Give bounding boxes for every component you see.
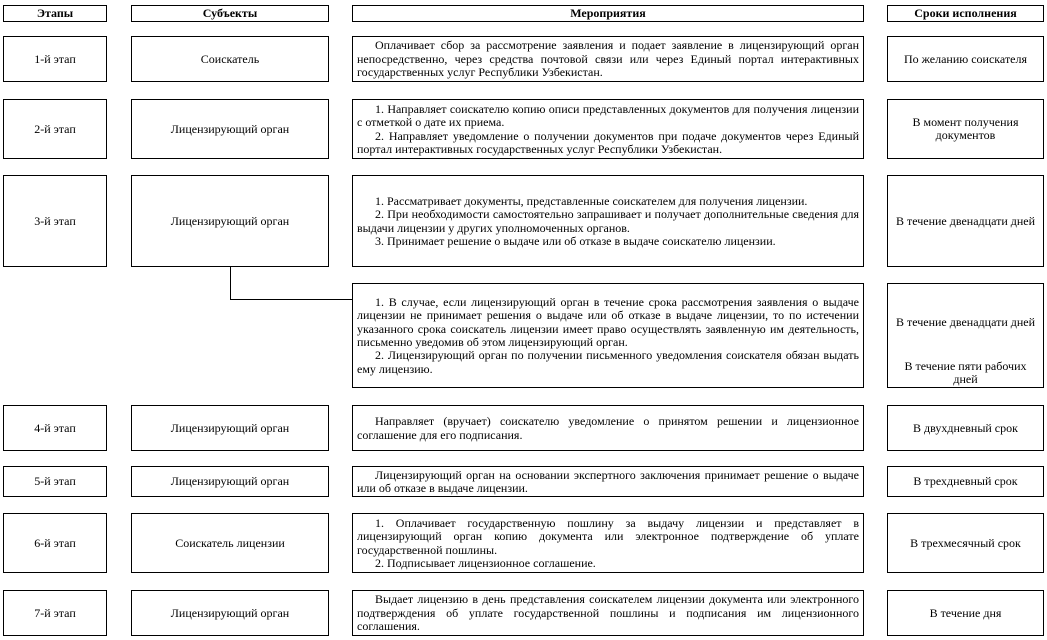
subject-cell: Лицензирующий орган: [131, 590, 329, 636]
connector-line-horizontal: [230, 299, 352, 300]
activity-text: 2. Подписывает лицензионное соглашение.: [375, 555, 596, 570]
subject-cell: Лицензирующий орган: [131, 466, 329, 497]
stage-cell: 5-й этап: [3, 466, 107, 497]
deadline-text: В течение пяти рабочих дней: [904, 359, 1027, 387]
activity-cell: [352, 36, 864, 82]
activity-text: 1. Направляет соискателю копию описи представленных документов для получения лицензии с отметкой о дате их приема.: [357, 101, 859, 130]
activity-cell: [352, 175, 864, 267]
deadline-text: В течение двенадцати дней: [895, 315, 1036, 329]
activity-cell: [352, 99, 864, 159]
activity-cell: [352, 513, 864, 573]
deadline-cell: В течение дня: [887, 590, 1044, 636]
stage-cell: 3-й этап: [3, 175, 107, 267]
deadline-cell: В момент получения документов: [887, 99, 1044, 159]
activity-cell: [352, 466, 864, 497]
deadline-cell: В двухдневный срок: [887, 405, 1044, 451]
activity-text: 1. В случае, если лицензирующий орган в течение срока рассмотрения заявления о выдаче лицензии не принимает решения о выдаче или об отказе в выдаче лицензии, то по истечении указанного срока соискатель лицензии имеет право осуществлять заявленную им деятельность, письменно уведомив об этом лицензирующий орган.: [357, 294, 859, 349]
activity-cell: [352, 283, 864, 388]
activity-text: 2. При необходимости самостоятельно запрашивает и получает дополнительные сведения для выдачи лицензии у других уполномоченных органов.: [357, 207, 859, 235]
header-activities: Мероприятия: [352, 5, 864, 22]
connector-line-vertical: [230, 267, 231, 300]
stage-cell: 1-й этап: [3, 36, 107, 82]
stage-cell: 7-й этап: [3, 590, 107, 636]
subject-cell: Соискатель лицензии: [131, 513, 329, 573]
stage-cell: 2-й этап: [3, 99, 107, 159]
subject-cell: Соискатель: [131, 36, 329, 82]
activity-cell: [352, 590, 864, 636]
stage-cell: 6-й этап: [3, 513, 107, 573]
stage-cell: 4-й этап: [3, 405, 107, 451]
activity-text: Лицензирующий орган на основании экспертного заключения принимает решение о выдаче или об отказе в выдаче лицензии.: [357, 467, 859, 495]
activity-text: 1. Оплачивает государственную пошлину за выдачу лицензии и представляет в лицензирующий орган копию документа или электронное подтверждение об уплате государственной пошлины.: [357, 515, 859, 557]
deadline-cell: [887, 283, 1044, 388]
subject-cell: Лицензирующий орган: [131, 405, 329, 451]
activity-text: Направляет (вручает) соискателю уведомление о принятом решении и лицензионное соглашение для его подписания.: [357, 414, 859, 442]
deadline-cell: По желанию соискателя: [887, 36, 1044, 82]
activity-text: 2. Направляет уведомление о получении документов при подаче документов через Единый портал интерактивных государственных услуг Республики Узбекистан.: [357, 128, 859, 156]
header-deadlines: Сроки исполнения: [887, 5, 1044, 22]
header-subjects: Субъекты: [131, 5, 329, 22]
activity-text: Выдает лицензию в день представления соискателем лицензии документа или электронного подтверждения об уплате государственной пошлины и подписания им лицензионного соглашения.: [357, 592, 859, 634]
deadline-cell: В течение двенадцати дней: [887, 175, 1044, 267]
activity-text: 1. Рассматривает документы, представленные соискателем для получения лицензии.: [375, 193, 808, 208]
deadline-cell: В трехмесячный срок: [887, 513, 1044, 573]
activity-text: Оплачивает сбор за рассмотрение заявления и подает заявление в лицензирующий орган непосредственно, через средства почтовой связи или через Единый портал интерактивных государственных услуг Республики Узбекистан.: [357, 38, 859, 80]
activity-cell: [352, 405, 864, 451]
subject-cell: Лицензирующий орган: [131, 99, 329, 159]
header-stages: Этапы: [3, 5, 107, 22]
activity-text: 3. Принимает решение о выдаче или об отказе в выдаче соискателю лицензии.: [375, 233, 776, 248]
deadline-cell: В трехдневный срок: [887, 466, 1044, 497]
subject-cell: Лицензирующий орган: [131, 175, 329, 267]
activity-text: 2. Лицензирующий орган по получении письменного уведомления соискателя обязан выдать ему лицензию.: [357, 348, 859, 376]
